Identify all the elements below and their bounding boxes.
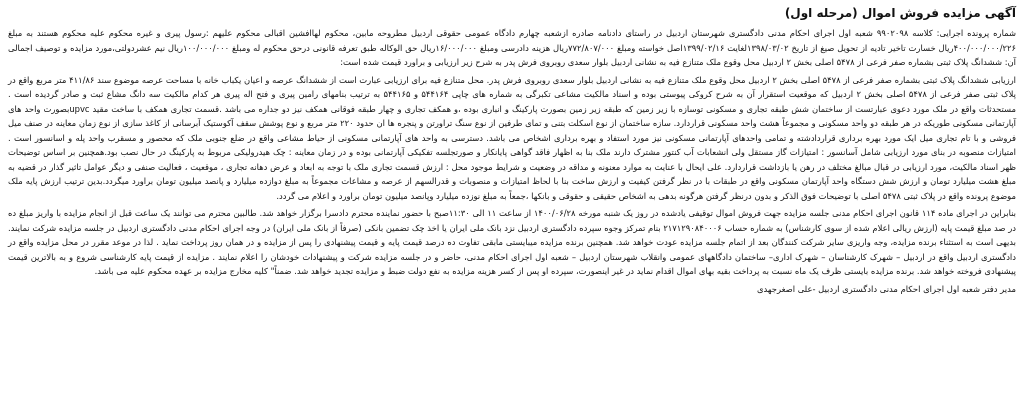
- signature-line: مدیر دفتر شعبه اول اجرای احکام مدنی دادگستری اردبیل -علی اصغرجهدی: [756, 283, 1016, 294]
- valuation-paragraph: ارزیابی ششدانگ پلاک ثبتی بشماره صفر فرعی از ۵۴۷۸ اصلی بخش ۲ اردبیل محل وقوع ملک متنازع فیه به نشانی اردبیل بلوار سعدی روبروی فرش پدر. محل متنازع فیه برای ارزیابی عبارت است از ششدانگ عرصه و اعیان یکباب خانه با مساحت عرصه موضوع سند ۴۱۱/۸۶ متر مربع واقع در پلاک ثبتی صفر فرعی از ۵۴۷۸ اصلی بخش ۲ اردبیل که موقعیت استقرار آن به شرح کروکی پیوستی بوده و اسناد مالکیت مشاعی تکبرگی به شماره های چاپی ۵۴۴۱۶۴ و ۵۴۴۱۶۵ به ترتیب بنامهای رامین پیری و فتح اله پیری هر کدام مالکیت سه دانگ مشاع ثبت و صادر گردیده است . مستحدثات واقع در ملک مورد دعوی عبارتست از ساختمان شش طبقه تجاری و مسکونی توسازه با زیر زمین که طبقه زیر زمین بصورت پارکینگ و انباری بوده ،و همکف تجاری و چهار طبقه فوقانی همکف نیز دو جداره می باشد .قسمت تجاری همکف با ساخت مقید upvcبصورت واحد های آپارتمانی مسکونی طوریکه در هر طبقه دو واحد مسکونی و مجموعاً هشت واحد مسکونی قراردارد. سازه ساختمان از نوع اسکلت بتنی و تمای طرفین از نوع سنگ تراورتن و پنجره ها ان حدود ۲۲۰ متر مربع و نوع پوشش سقف آکوستیک آبرسانی از کاغذ سازی از نوع زمان معاینه در صنف میل فروشی و با تام تجاری میل ایک مورد بهره برداری قراردادشته و تمامی واحدهای آپارتمانی مسکونی نیز مورد استفاد و بهره برداری اشخاص می باشد. دسترسی به واحد های آپارتمانی مسکونی از حیاط مشاعی واقع در ضلع جنوبی ملک که محصور و مسقرب واحد پله و اسانسور است . امتیازات منصوبه در بنای مورد ارزیابی شامل آسانسور : امتیازات گاز مستقل ولی انشعابات آب کنتور مشترک دارند ملک بنا به اظهار فاقد گواهی پایانکار و صورتجلسه تفکیکی آپارتمانی بوده و در زمان معاینه : چک هیدرولیکی مربوط به پارکینگ در حال نصب بود.همچنین بر اساس توضیحات ظهر اسناد مالکیت، مورد ارزیابی در قبال مبالغ مختلف در رهن یا بازداشت قراردارد. علی ایحال با عنایت به موارد معنونه و مداقه در وضعیت و شرایط موجود محل : ارزش قسمت تجاری ملک با توجه به ابعاد و عرض دهانه تجاری ، موقعیت ، فعالیت صنفی و دیگر عوامل تاثیر گذار در قضیه به مبلغ هشت میلیارد تومان و ارزش شش دستگاه واحد آپارتمان مسکونی واقع در طبقات با در نظر گرفتن کیفیت و ارزش ساخت بنا با لحاظ امتیازات و منصوبات و قدرالسهم از عرصه و مشاعات مجموعاً به مبلغ دوازده میلیارد و پانصد میلیون تومان براورد میگردد.بدین ترتیب ارزش پایه ملک موضوع پرونده واقع در پلاک ثبتی ۵۴۷۸ اصلی با توضیحات فوق الذکر و بدون درنظر گرفتن هرگونه بدهی به اشخاص حقیقی و حقوقی و بانکها ،جمعاً به مبلغ نوزده میلیارد وپانصد میلیون تومان براورد و اعلام می گردد.: [8, 74, 1017, 201]
- auction-terms-paragraph: بنابراین در اجرای ماده ۱۱۴ قانون اجرای احکام مدنی جلسه مزایده جهت فروش اموال توقیفی یادشده در روز یک شنبه مورخه ۱۴۰۰/۰۶/۲۸ از ساعت ۱۱ الی ۱۱:۳۰صبح با حضور نماینده محترم دادسرا برگزار خواهد شد. طالبین محترم می توانند یک ساعت قبل از انجام مزایده با واریز مبلغ ده در صد مبلغ قیمت پایه (ارزش ریالی اعلام شده از سوی کارشناس) به شماره حساب ۲۱۷۱۲۹۰۸۴۰۰۰۶ بنام تمرکز وجوه سپرده دادگستری اردبیل نزد بانک ملی ایران یا اخذ چک تضمین بانکی (صرفاً از بانک ملی ایران) در وجه اجرای احکام مدنی دادگستری اردبیل در جلسه مزایده شرکت نمایند. بدیهی است به استثناء برنده مزایده، وجه واریزی سایر شرکت کنندگان بعد از اتمام جلسه مزایده عودت خواهد شد. همچنین برنده مزایده میبایستی مابقی تفاوت ده درصد قیمت پایه و قیمت پیشنهادی را پس از مزایده و در همان روز پرداخت نماید . لذا در موعد مقرر در محل مزایده واقع در دادگستری اردبیل واقع در اردبیل – شهرک کارشناسان – شهرک اداری– ساختمان دادگاههای عمومی وانقلاب شهرستان اردبیل – شعبه اول اجرای احکام مدنی، حاضر و در جلسه مزایده شرکت و پیشنهادات خودشان را اعلام نمایند . مزایده از قیمت پایه کارشناسی شروع و به بالاترین قیمت پیشنهادی فروخته خواهد شد. برنده مزایده بایستی ظرف یک ماه نسبت به پرداخت بقیه بهای اموال اقدام نماید در غیر اینصورت، سپرده او پس از کسر هزینه مزایده به نفع دولت ضبط و مزایده تجدید خواهد شد. ضمناً" کلیه مخارج مزایده بر عهده محکوم علیه می باشد.: [8, 208, 1016, 276]
- notice-title: آگهی مزایده فروش اموال (مرحله اول): [784, 6, 1016, 20]
- case-summary-paragraph: شماره پرونده اجرایی: کلاسه ۹۹۰۲۰۹۸ شعبه اول اجرای احکام مدنی دادگستری شهرستان اردبیل در راستای دادنامه صادره ازشعبه چهارم دادگاه عمومی حقوقی اردبیل مطروحه مابین، محکوم لهاافشین اقبالی محکوم علیهم :رسول پیری و غیره محکوم علیه محکوم هستند به مبلغ ۴۰۰/۰۰۰/۰۰۰/۲۲۶ریال خسارت تاخیر تادیه از تحویل صیغ از تاریخ ۱۳۹۸/۰۳/۰۲لغایت ۱۳۹۹/۰۲/۱۶اصل خواسته ومبلغ ۷۷۲/۸۰۷/۰۰۰ریال هزینه دادرسی ومبلغ ۱۶/۰۰۰/۰۰۰ریال حق الوکاله طبق تعرفه قانونی درحق محکوم له ومبلغ ۱۰۰/۰۰۰/۰۰۰ریال نیم عشردولتی،مورد مزایده و توصیف اجمالی آن: ششدانگ پلاک ثبتی بشماره صفر فرعی از ۵۴۷۸ اصلی بخش ۲ اردبیل محل وقوع ملک متنازع فیه به نشانی اردبیل بلوار سعدی روبروی فرش پدر به شرح زیر ارزیابی و براورد قیمت شده است:: [8, 28, 1017, 67]
